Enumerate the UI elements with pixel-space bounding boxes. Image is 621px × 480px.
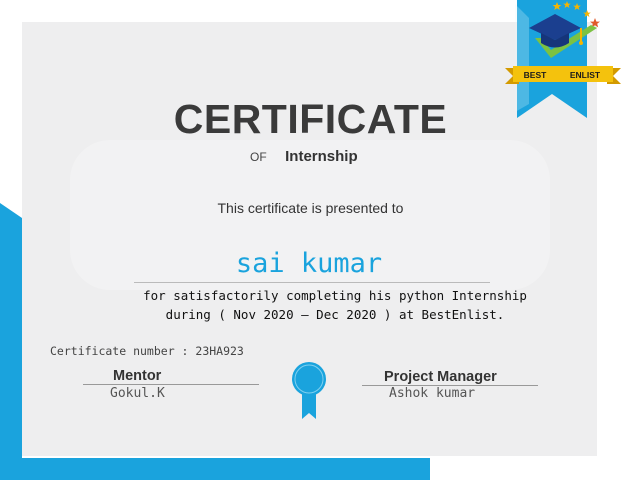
mentor-name: Gokul.K xyxy=(110,386,165,401)
manager-title: Project Manager xyxy=(384,369,497,385)
certificate-subtitle xyxy=(250,148,358,166)
certificate-title: CERTIFICATE xyxy=(173,96,448,142)
recipient-underline xyxy=(134,282,490,283)
presented-text: This certificate is presented to xyxy=(217,200,404,216)
bestenlist-logo-badge xyxy=(505,0,621,120)
description-line-1: for satisfactorily completing his python Internship xyxy=(143,288,527,303)
description xyxy=(140,286,530,324)
award-ribbon-icon xyxy=(291,361,329,421)
manager-name: Ashok kumar xyxy=(389,386,476,401)
certificate-number: Certificate number : 23HA923 xyxy=(50,344,244,358)
certificate-type: Internship xyxy=(285,148,358,165)
badge-text-right: ENLIST xyxy=(569,70,601,80)
description-line-2: during ( Nov 2020 — Dec 2020 ) at BestEnlist. xyxy=(165,307,505,322)
mentor-title: Mentor xyxy=(113,368,162,384)
of-label: OF xyxy=(250,150,267,164)
badge-text-left: BEST xyxy=(523,70,547,80)
recipient-name: sai kumar xyxy=(235,248,383,279)
mentor-signature-line xyxy=(83,384,259,385)
